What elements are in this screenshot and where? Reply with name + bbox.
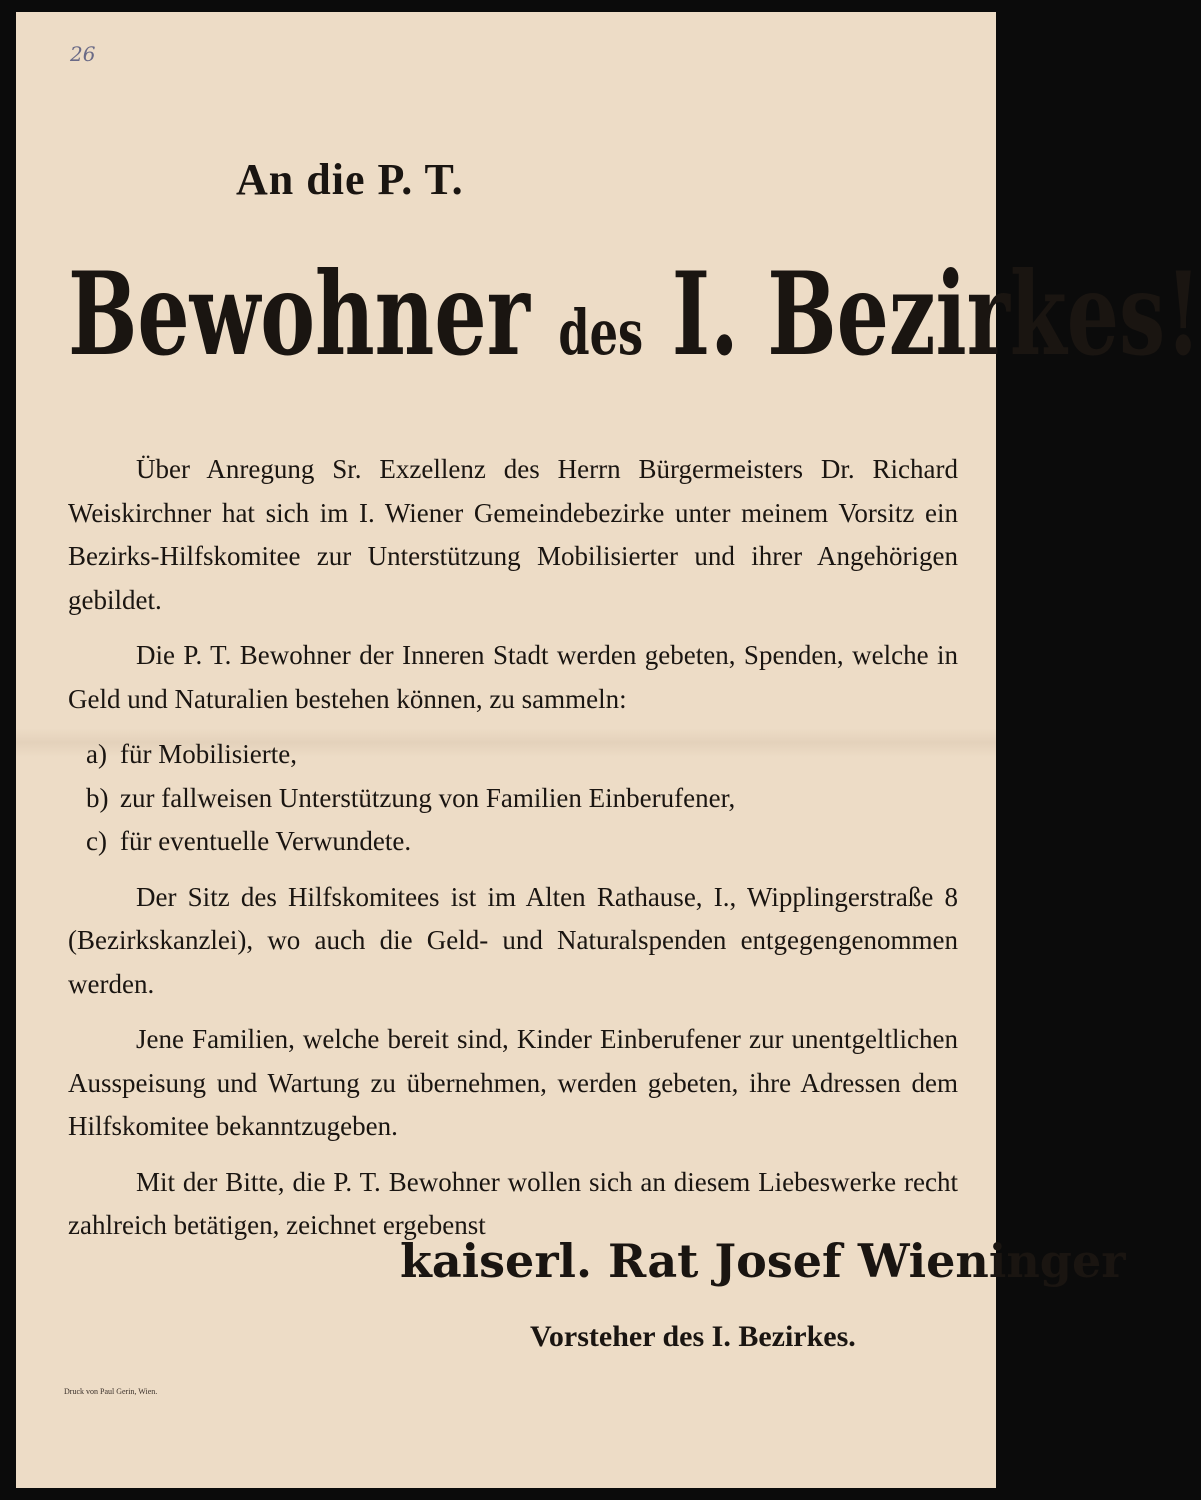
address-line: An die P. T. xyxy=(236,155,464,204)
paragraph-5: Mit der Bitte, die P. T. Bewohner wollen sich an diesem Liebeswerke recht zahlreich betätigen, zeichnet ergebenst xyxy=(68,1166,958,1240)
headline xyxy=(68,244,1201,403)
list-item xyxy=(68,777,958,821)
donation-purpose-list xyxy=(68,733,958,864)
paragraph-4: Jene Familien, welche bereit sind, Kinder Einberufener zur unentgeltlichen Ausspeisung und Wartung zu übernehmen, werden gebeten, ihre Adressen dem Hilfskomitee bekanntzugeben. xyxy=(68,1024,958,1141)
headline-small: des xyxy=(558,296,644,369)
paragraph-1: Über Anregung Sr. Exzellenz des Herrn Bürgermeisters Dr. Richard Weiskirchner hat sich im I. Wiener Gemeindebezirke unter meinem Vorsitz ein Bezirks-Hilfskomitee zur Unterstützung Mobilisierter und ihrer Angehörigen gebildet. xyxy=(68,454,958,615)
poster-sheet xyxy=(16,12,1201,1488)
paragraph-3: Der Sitz des Hilfskomitees ist im Alten Rathause, I., Wipplingerstraße 8 (Bezirkskanzlei), wo auch die Geld- und Naturalspenden entgegengenommen werden. xyxy=(68,881,958,999)
list-item-text: zur fallweisen Unterstützung von Familien Einberufener, xyxy=(120,782,736,813)
paragraph-2: Die P. T. Bewohner der Inneren Stadt werden gebeten, Spenden, welche in Geld und Naturalien bestehen können, zu sammeln: xyxy=(68,640,958,714)
printer-imprint: Druck von Paul Gerin, Wien. xyxy=(64,1387,158,1396)
list-item xyxy=(68,820,958,864)
signer-title: Vorsteher des I. Bezirkes. xyxy=(530,1320,856,1353)
notice-body xyxy=(68,448,958,1260)
page-number-annotation: 26 xyxy=(70,42,96,66)
signer-name: kaiserl. Rat Josef Wieninger xyxy=(400,1234,1126,1288)
list-item-letter: b) xyxy=(86,782,109,813)
list-item-text: für Mobilisierte, xyxy=(120,739,297,769)
list-item xyxy=(68,733,958,777)
list-item-letter: c) xyxy=(86,826,107,856)
list-item-letter: a) xyxy=(86,739,107,769)
headline-end: I. Bezirkes! xyxy=(671,247,1201,381)
headline-main: Bewohner xyxy=(68,247,530,381)
list-item-text: für eventuelle Verwundete. xyxy=(120,826,412,856)
